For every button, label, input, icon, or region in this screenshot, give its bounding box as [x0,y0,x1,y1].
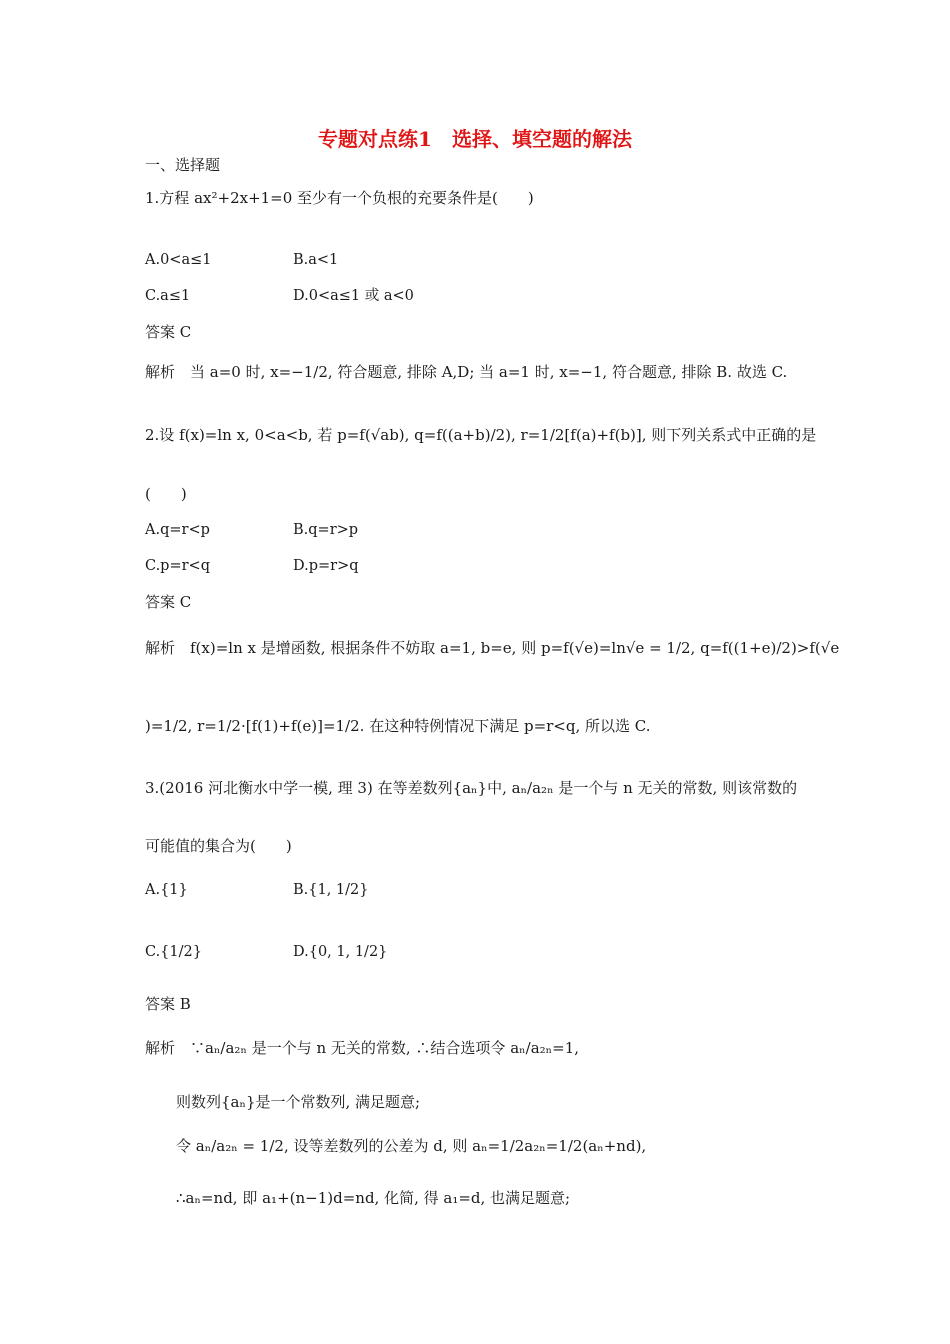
question-3-option-d: D.{0, 1, 1/2} [293,944,388,960]
question-3-option-a: A.{1} [145,882,188,898]
question-1-option-c: C.a≤1 [145,288,191,304]
question-2-answer: 答案 C [145,593,192,611]
question-2-analysis-line-2: )=1/2, r=1/2·[f(1)+f(e)]=1/2. 在这种特例情况下满足 p=r<q, 所以选 C. [145,717,651,735]
question-1-analysis-line-1: 解析 当 a=0 时, x=−1/2, 符合题意, 排除 A,D; 当 a=1 时, x=−1, 符合题意, 排除 B. 故选 C. [145,363,788,381]
question-1-option-b: B.a<1 [293,252,339,268]
question-2-analysis-line-1: 解析 f(x)=ln x 是增函数, 根据条件不妨取 a=1, b=e, 则 p=f(√e)=ln√e = 1/2, q=f((1+e)/2)>f(√e [145,639,840,657]
question-2-stem: 2.设 f(x)=ln x, 0<a<b, 若 p=f(√ab), q=f((a+b)/2), r=1/2[f(a)+f(b)], 则下列关系式中正确的是 [145,426,817,444]
question-3-analysis-line-4: ∴aₙ=nd, 即 a₁+(n−1)d=nd, 化简, 得 a₁=d, 也满足题意; [176,1189,571,1207]
question-1-answer: 答案 C [145,323,192,341]
question-2-option-d: D.p=r>q [293,558,359,574]
question-2-stem-continued: ( ) [145,485,187,503]
section-heading: 一、选择题 [145,156,221,174]
question-2-option-a: A.q=r<p [145,522,210,538]
page-title: 专题对点练1 选择、填空题的解法 [318,127,632,151]
question-1-stem: 1.方程 ax²+2x+1=0 至少有一个负根的充要条件是( ) [145,189,534,207]
question-3-analysis-line-1: 解析 ∵aₙ/a₂ₙ 是一个与 n 无关的常数, ∴结合选项令 aₙ/a₂ₙ=1, [145,1039,580,1057]
question-3-stem: 3.(2016 河北衡水中学一模, 理 3) 在等差数列{aₙ}中, aₙ/a₂ₙ 是一个与 n 无关的常数, 则该常数的 [145,779,798,797]
question-3-stem-continued: 可能值的集合为( ) [145,837,292,855]
question-3-answer: 答案 B [145,995,191,1013]
question-2-option-b: B.q=r>p [293,522,359,538]
question-3-analysis-line-2: 则数列{aₙ}是一个常数列, 满足题意; [176,1093,421,1111]
question-2-option-c: C.p=r<q [145,558,210,574]
question-3-option-b: B.{1, 1/2} [293,882,369,898]
question-1-option-d: D.0<a≤1 或 a<0 [293,288,414,304]
question-3-option-c: C.{1/2} [145,944,202,960]
question-1-option-a: A.0<a≤1 [145,252,212,268]
question-3-analysis-line-3: 令 aₙ/a₂ₙ = 1/2, 设等差数列的公差为 d, 则 aₙ=1/2a₂ₙ=1/2(aₙ+nd), [176,1137,647,1155]
